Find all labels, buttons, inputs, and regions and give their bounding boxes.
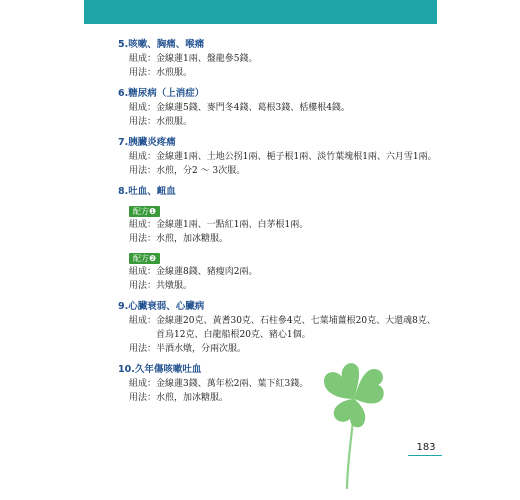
recipe-section bbox=[118, 87, 438, 129]
recipe-section bbox=[118, 185, 438, 293]
row-label: 用法： bbox=[129, 344, 157, 354]
row-text: 金線蓮8錢、豬瘦肉2兩。 bbox=[156, 267, 258, 277]
row-label: 用法： bbox=[129, 117, 157, 127]
section-heading: 9.心臟衰弱、心臟病 bbox=[118, 301, 205, 312]
recipe-row bbox=[118, 314, 438, 342]
page-number-underline bbox=[408, 455, 442, 456]
page-number: 183 bbox=[416, 442, 436, 453]
row-label: 組成： bbox=[129, 316, 157, 326]
recipe-row bbox=[118, 66, 438, 80]
row-text: 水煎，分2 ～ 3次服。 bbox=[156, 166, 246, 176]
recipe-section bbox=[118, 38, 438, 80]
row-text: 金線蓮1兩、一點紅1兩、白茅根1兩。 bbox=[156, 220, 309, 230]
row-label: 用法： bbox=[129, 281, 157, 291]
row-text: 水煎服。 bbox=[156, 68, 193, 78]
formula-badge: 配方❶ bbox=[129, 206, 160, 217]
row-label: 組成： bbox=[129, 103, 157, 113]
row-text: 金線蓮3錢、萬年松2兩、葉下紅3錢。 bbox=[156, 379, 309, 389]
row-label: 組成： bbox=[129, 152, 157, 162]
section-heading: 7.胰臟炎疼痛 bbox=[118, 137, 176, 148]
row-label: 組成： bbox=[129, 267, 157, 277]
recipe-row bbox=[118, 150, 438, 164]
section-heading: 6.糖尿病（上消症） bbox=[118, 88, 205, 99]
recipe-section bbox=[118, 300, 438, 356]
recipe-row bbox=[118, 115, 438, 129]
header-band bbox=[84, 0, 437, 24]
row-label: 用法： bbox=[129, 393, 157, 403]
row-label: 組成： bbox=[129, 379, 157, 389]
recipe-row bbox=[118, 218, 438, 232]
recipe-section bbox=[118, 136, 438, 178]
recipe-row bbox=[118, 164, 438, 178]
section-heading: 8.吐血、衄血 bbox=[118, 186, 176, 197]
formula-badge: 配方❷ bbox=[129, 253, 160, 264]
row-label: 組成： bbox=[129, 54, 157, 64]
clover-icon bbox=[318, 355, 388, 490]
row-text: 共燉服。 bbox=[156, 281, 193, 291]
recipe-row bbox=[118, 101, 438, 115]
recipe-row bbox=[118, 279, 438, 293]
row-text: 金線蓮20克、黃耆30克、石柱參4克、七葉埔薑根20克、大還魂8克、首烏12克、白龍船根20克、豬心1個。 bbox=[156, 316, 436, 340]
row-text: 金線蓮1兩、土地公拐1兩、梔子根1兩、淡竹葉塊根1兩、六月雪1兩。 bbox=[156, 152, 437, 162]
recipe-row bbox=[118, 52, 438, 66]
row-text: 水煎，加冰糖服。 bbox=[156, 234, 229, 244]
row-label: 用法： bbox=[129, 166, 157, 176]
row-text: 半酒水燉，分兩次服。 bbox=[156, 344, 247, 354]
row-text: 水煎服。 bbox=[156, 117, 193, 127]
row-label: 組成： bbox=[129, 220, 157, 230]
recipe-row bbox=[118, 232, 438, 246]
row-text: 金線蓮1兩、盤龍參5錢。 bbox=[156, 54, 258, 64]
recipe-row bbox=[118, 391, 438, 405]
recipe-section bbox=[118, 363, 438, 405]
recipe-row bbox=[118, 342, 438, 356]
recipe-content bbox=[118, 38, 438, 412]
recipe-row bbox=[118, 377, 438, 391]
row-text: 金線蓮5錢、麥門冬4錢、葛根3錢、栝樓根4錢。 bbox=[156, 103, 350, 113]
section-heading: 10.久年傷咳嗽吐血 bbox=[118, 364, 202, 375]
section-heading: 5.咳嗽、胸痛、喉痛 bbox=[118, 39, 205, 50]
row-text: 水煎，加冰糖服。 bbox=[156, 393, 229, 403]
row-label: 用法： bbox=[129, 234, 157, 244]
row-label: 用法： bbox=[129, 68, 157, 78]
recipe-row bbox=[118, 265, 438, 279]
